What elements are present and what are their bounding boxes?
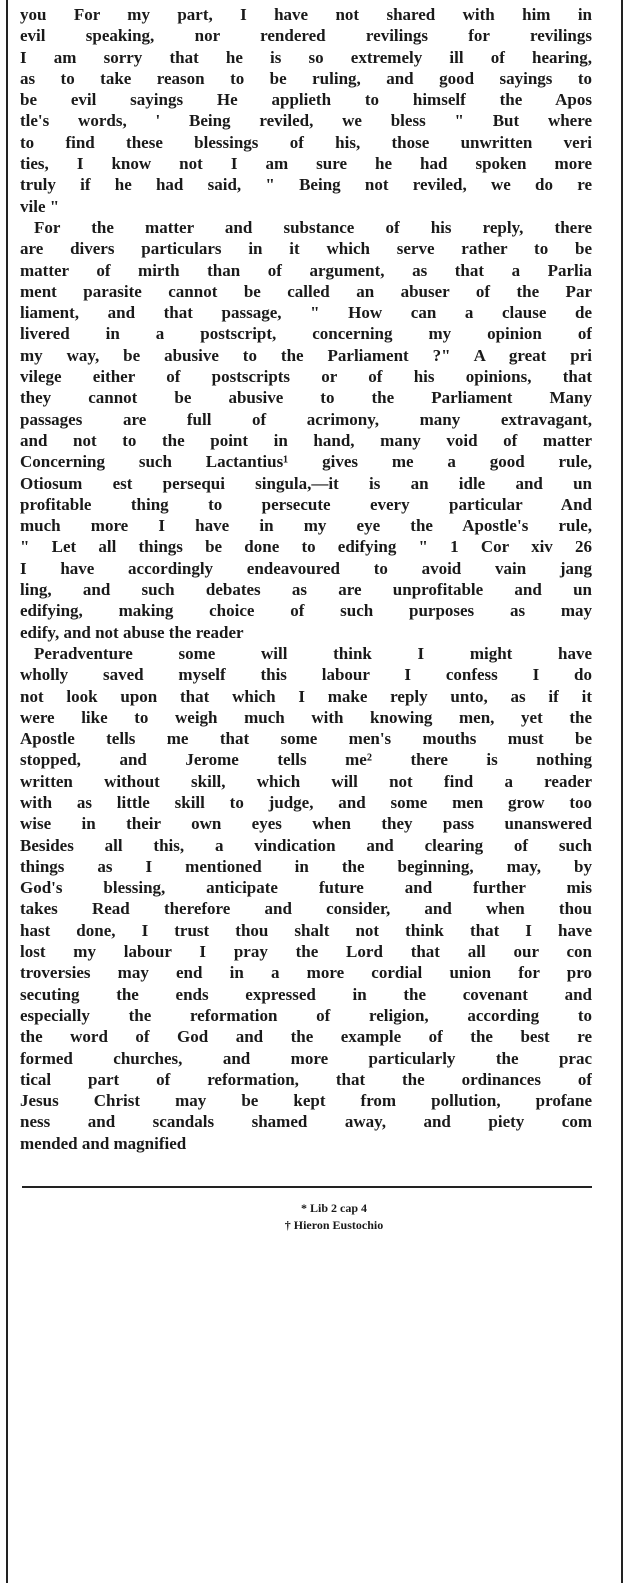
text-line: edify, and not abuse the reader bbox=[20, 622, 244, 642]
text-line: things as I mentioned in the beginning, may, by bbox=[20, 856, 592, 876]
text-line: you For my part, I have not shared with him in bbox=[20, 5, 592, 24]
body-text-column bbox=[20, 4, 592, 1154]
text-line: and not to the point in hand, many void of matter bbox=[20, 430, 592, 450]
text-line: truly if he had said, " Being not reviled, we do re bbox=[20, 175, 592, 195]
text-line: tle's words, ' Being reviled, we bless " But where bbox=[20, 111, 592, 131]
text-line: are divers particulars in it which serve rather to be bbox=[20, 239, 592, 259]
text-line: evil speaking, nor rendered revilings for revilings bbox=[20, 26, 592, 46]
text-line: liament, and that passage, " How can a clause de bbox=[20, 303, 592, 323]
paragraph-start-line: Peradventure some will think I might have bbox=[34, 643, 592, 663]
text-line: takes Read therefore and consider, and when thou bbox=[20, 899, 592, 919]
footnotes bbox=[0, 1200, 628, 1234]
text-line: troversies may end in a more cordial union for pro bbox=[20, 963, 592, 983]
text-line: as to take reason to be ruling, and good sayings to bbox=[20, 68, 592, 88]
text-line: written without skill, which will not find a reader bbox=[20, 771, 592, 791]
text-line: with as little skill to judge, and some men grow too bbox=[20, 792, 592, 812]
text-line: my way, be abusive to the Parliament ?" A great pri bbox=[20, 345, 592, 365]
text-line: I have accordingly endeavoured to avoid vain jang bbox=[20, 558, 592, 578]
text-line: profitable thing to persecute every particular And bbox=[20, 494, 592, 514]
text-line: especially the reformation of religion, according to bbox=[20, 1005, 592, 1025]
text-line: edifying, making choice of such purposes as may bbox=[20, 601, 592, 621]
column-rule-left bbox=[6, 0, 8, 1583]
text-line: ness and scandals shamed away, and piety com bbox=[20, 1112, 592, 1132]
paragraph-start-line: For the matter and substance of his reply, there bbox=[34, 217, 592, 237]
text-line: Concerning such Lactantius¹ gives me a good rule, bbox=[20, 452, 592, 472]
text-line: vile " bbox=[20, 196, 60, 216]
text-line: Apostle tells me that some men's mouths must be bbox=[20, 729, 592, 749]
text-line: Jesus Christ may be kept from pollution, profane bbox=[20, 1091, 592, 1111]
text-line: vilege either of postscripts or of his opinions, that bbox=[20, 367, 592, 387]
text-line: much more I have in my eye the Apostle's rule, bbox=[20, 516, 592, 536]
text-line: ties, I know not I am sure he had spoken more bbox=[20, 154, 592, 174]
text-line: ling, and such debates as are unprofitable and un bbox=[20, 580, 592, 600]
text-line: ment parasite cannot be called an abuser of the Par bbox=[20, 281, 592, 301]
text-line: formed churches, and more particularly the prac bbox=[20, 1048, 592, 1068]
text-line: passages are full of acrimony, many extravagant, bbox=[20, 409, 592, 429]
column-rule-right bbox=[621, 0, 623, 1583]
text-line: " Let all things be done to edifying " 1 Cor xiv 26 bbox=[20, 537, 592, 557]
text-line: tical part of reformation, that the ordinances of bbox=[20, 1069, 592, 1089]
text-line: the word of God and the example of the best re bbox=[20, 1027, 592, 1047]
text-line: be evil sayings He applieth to himself the Apos bbox=[20, 90, 592, 110]
text-line: matter of mirth than of argument, as that a Parlia bbox=[20, 260, 592, 280]
footnote-2: † Hieron Eustochio bbox=[284, 1218, 384, 1232]
text-line: wise in their own eyes when they pass unanswered bbox=[20, 814, 592, 834]
footnote-1: * Lib 2 cap 4 bbox=[300, 1201, 367, 1215]
text-line: mended and magnified bbox=[20, 1133, 187, 1153]
text-line-latin: Otiosum est persequi singula,—it is an idle and un bbox=[20, 473, 592, 493]
text-line: not look upon that which I make reply unto, as if it bbox=[20, 686, 592, 706]
text-line: livered in a postscript, concerning my opinion of bbox=[20, 324, 592, 344]
text-line: stopped, and Jerome tells me² there is nothing bbox=[20, 750, 592, 770]
text-line: hast done, I trust thou shalt not think that I have bbox=[20, 920, 592, 940]
text-line: secuting the ends expressed in the covenant and bbox=[20, 984, 592, 1004]
text-line: to find these blessings of his, those unwritten veri bbox=[20, 132, 592, 152]
text-line: were like to weigh much with knowing men, yet the bbox=[20, 707, 592, 727]
text-line: lost my labour I pray the Lord that all our con bbox=[20, 942, 592, 962]
text-line: they cannot be abusive to the Parliament Many bbox=[20, 388, 592, 408]
footnote-separator-rule bbox=[22, 1186, 592, 1188]
text-line: I am sorry that he is so extremely ill of hearing, bbox=[20, 47, 592, 67]
text-line: God's blessing, anticipate future and further mis bbox=[20, 878, 592, 898]
text-line: wholly saved myself this labour I confess I do bbox=[20, 665, 592, 685]
text-line: Besides all this, a vindication and clearing of such bbox=[20, 835, 592, 855]
